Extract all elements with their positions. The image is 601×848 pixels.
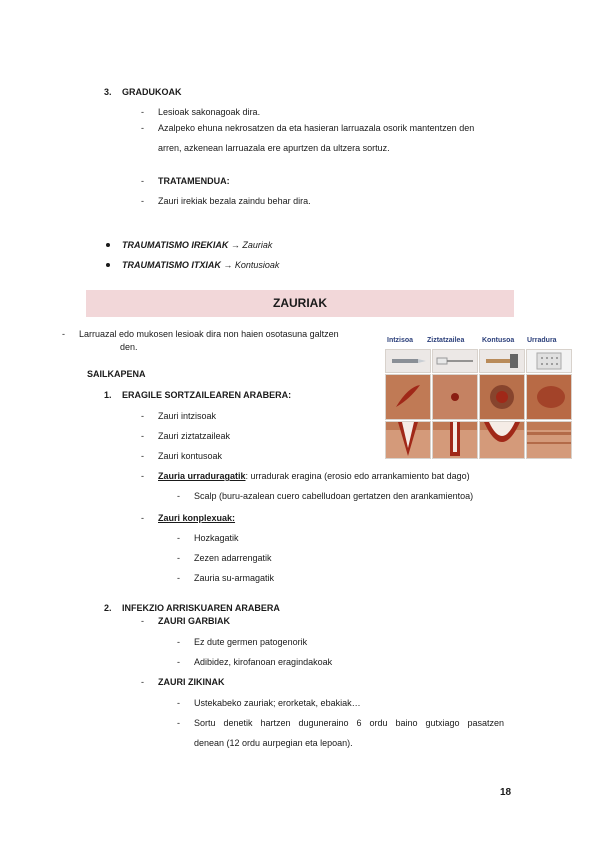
list-item: Azalpeko ehuna nekrosatzen da eta hasieran larruazala osorik mantentzen den [158, 123, 475, 133]
list-item: Sortu denetik hartzen duguneraino 6 ordu baino gutxiago pasatzen [194, 718, 504, 728]
trauma-open-label: TRAUMATISMO IREKIAK [122, 240, 229, 250]
bullet-dot [106, 263, 110, 267]
list-dash: - [177, 533, 180, 543]
section-title: GRADUKOAK [122, 87, 182, 97]
figure-label: Kontusoa [482, 337, 515, 344]
section-number: 3. [104, 87, 112, 97]
list-dash: - [177, 637, 180, 647]
list-dash: - [177, 657, 180, 667]
scalp-item: Scalp (buru-azalean cuero cabelludoan gertatzen den arankamientoa) [194, 491, 474, 501]
section-number: 2. [104, 603, 112, 613]
list-item: Zauri ziztatzaileak [158, 431, 231, 441]
list-dash: - [141, 176, 144, 186]
urradura-item [158, 470, 470, 482]
bullet-dot [106, 243, 110, 247]
figure-label: Intzisoa [387, 337, 414, 344]
garbiak-label: ZAURI GARBIAK [158, 616, 230, 626]
konplexu-label: Zauri konplexuak: [158, 513, 236, 523]
treatment-label: TRATAMENDUA: [158, 176, 230, 186]
list-dash: - [141, 196, 144, 206]
needle-image [432, 349, 478, 373]
figure-label: Ziztatzailea [427, 337, 465, 344]
list-dash: - [177, 573, 180, 583]
list-dash: - [177, 718, 180, 728]
zikinak-label: ZAURI ZIKINAK [158, 677, 225, 687]
incision-skin [385, 374, 431, 420]
list-dash: - [141, 616, 144, 626]
list-dash: - [177, 698, 180, 708]
list-item: Zezen adarrengatik [194, 553, 272, 563]
list-dash: - [141, 107, 144, 117]
grater-image [526, 349, 572, 373]
banner-title: ZAURIAK [273, 296, 327, 310]
trauma-open [122, 239, 272, 251]
list-item: Lesioak sakonagoak dira. [158, 107, 261, 117]
list-dash: - [177, 553, 180, 563]
treatment-item: Zauri irekiak bezala zaindu behar dira. [158, 196, 311, 206]
arrow-icon: → [230, 240, 240, 250]
list-dash: - [141, 471, 144, 481]
list-item-continued: denean (12 ordu aurpegian eta lepoan). [194, 738, 353, 748]
list-dash: - [62, 329, 65, 339]
trauma-closed-label: TRAUMATISMO ITXIAK [122, 260, 221, 270]
trauma-closed [122, 259, 279, 271]
list-item: Zauri intzisoak [158, 411, 217, 421]
list-dash: - [141, 411, 144, 421]
scalpel-image [385, 349, 431, 373]
hammer-image [479, 349, 525, 373]
trauma-closed-value: Kontusioak [234, 260, 280, 270]
figure-label: Urradura [527, 337, 557, 344]
section-title: INFEKZIO ARRISKUAREN ARABERA [122, 603, 280, 613]
list-item: Ustekabeko zauriak; erorketak, ebakiak… [194, 698, 361, 708]
list-item: Zauria su-armagatik [194, 573, 275, 583]
list-item: Hozkagatik [194, 533, 239, 543]
section-title: ERAGILE SORTZAILEAREN ARABERA: [122, 390, 292, 400]
list-item: Ez dute germen patogenorik [194, 637, 308, 647]
list-dash: - [141, 677, 144, 687]
section-banner [86, 290, 514, 317]
incision-section [385, 421, 431, 459]
arrow-icon: → [223, 260, 233, 270]
list-item-continued: arren, azkenean larruazala ere apurtzen da ultzera sortuz. [158, 143, 390, 153]
list-dash: - [141, 123, 144, 133]
abrasion-skin [526, 374, 572, 420]
list-dash: - [141, 513, 144, 523]
section-number: 1. [104, 390, 112, 400]
list-item: Adibidez, kirofanoan eragindakoak [194, 657, 333, 667]
list-dash: - [141, 451, 144, 461]
contusion-skin [479, 374, 525, 420]
urradura-label: Zauria urraduragatik [158, 471, 246, 481]
list-dash: - [177, 491, 180, 501]
list-dash: - [141, 431, 144, 441]
list-item: Zauri kontusoak [158, 451, 223, 461]
contusion-section [479, 421, 525, 459]
intro-line2: den. [120, 342, 138, 352]
classification-title: SAILKAPENA [87, 369, 146, 379]
urradura-text: : urradurak eragina (erosio edo arrankamiento bat dago) [245, 471, 470, 481]
abrasion-section [526, 421, 572, 459]
wound-types-figure [385, 337, 570, 462]
puncture-section [432, 421, 478, 459]
trauma-open-value: Zauriak [242, 240, 273, 250]
intro-line1: Larruazal edo mukosen lesioak dira non haien osotasuna galtzen [79, 329, 339, 339]
puncture-skin [432, 374, 478, 420]
page-number: 18 [500, 787, 512, 798]
